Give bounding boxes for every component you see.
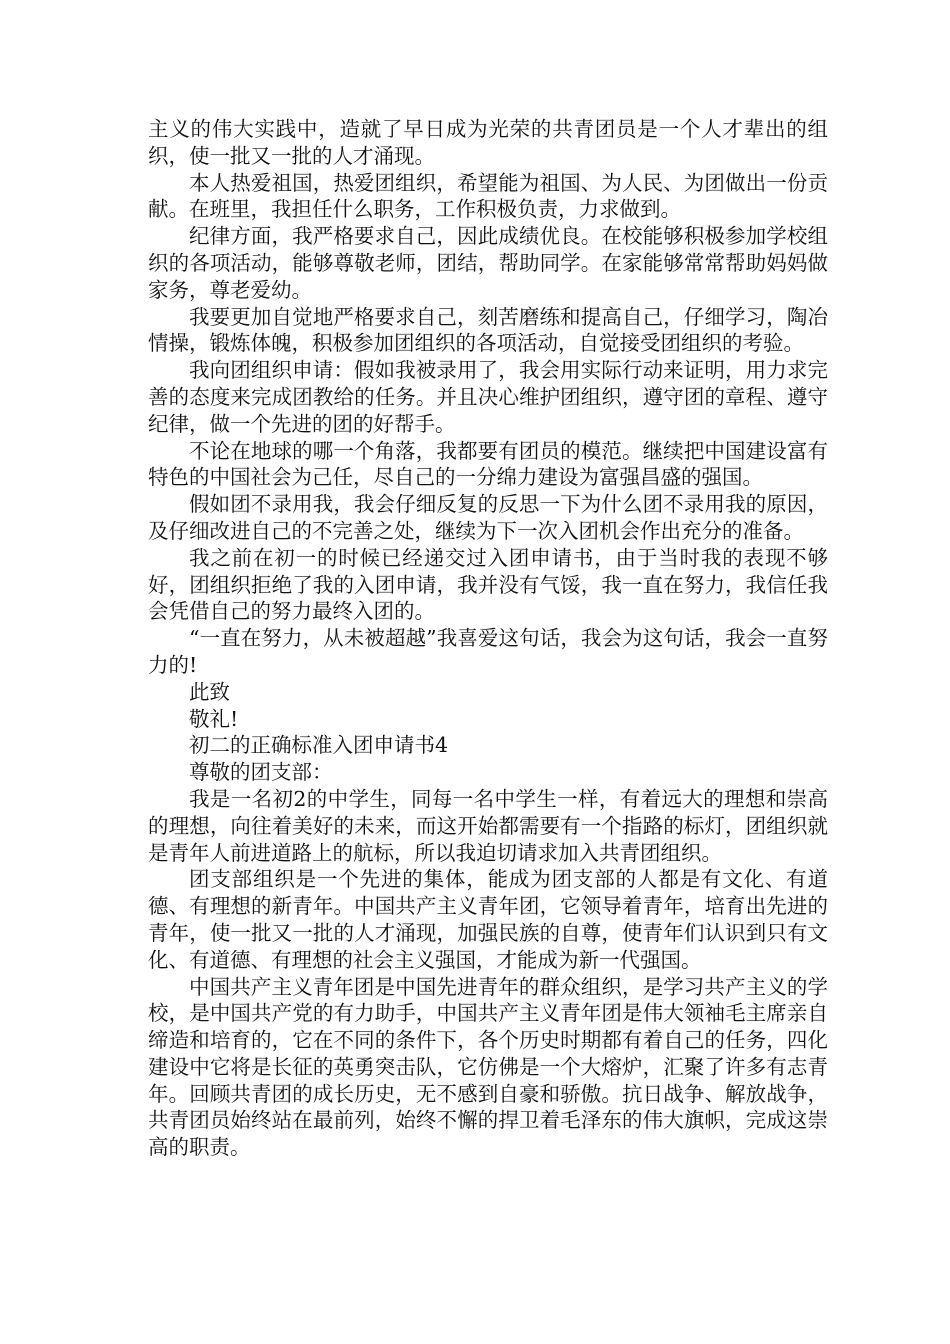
paragraph-self-discipline: 我要更加自觉地严格要求自己，刻苦磨练和提高自己，仔细学习，陶冶情操，锻炼体魄，积极参加团组织的各项活动，自觉接受团组织的考验。 [148,304,828,356]
paragraph-previous-application: 我之前在初一的时候已经递交过入团申请书，由于当时我的表现不够好，团组织拒绝了我的入团申请，我并没有气馁，我一直在努力，我信任我会凭借自己的努力最终入团的。 [148,545,828,624]
paragraph-model: 不论在地球的哪一个角落，我都要有团员的模范。继续把中国建设富有特色的中国社会为己任，尽自己的一分绵力建设为富强昌盛的强国。 [148,438,828,490]
paragraph-reflection: 假如团不录用我，我会仔细反复的反思一下为什么团不录用我的原因，及仔细改进自己的不完善之处，继续为下一次入团机会作出充分的准备。 [148,492,828,543]
document-page [148,116,828,1161]
closing-salute: 此致 [189,679,230,704]
paragraph-application: 我向团组织申请：假如我被录用了，我会用实际行动来证明，用力求完善的态度来完成团教给的任务。并且决心维护团组织，遵守团的章程、遵守纪律，做一个先进的团的好帮手。 [148,358,828,436]
paragraph-patriotism: 本人热爱祖国，热爱团组织，希望能为祖国、为人民、为团做出一份贡献。在班里，我担任什么职务，工作积极负责，力求做到。 [148,170,828,222]
section-title: 初二的正确标准入团申请书4 [189,733,449,758]
section-paragraph-history: 中国共产主义青年团是中国先进青年的群众组织，是学习共产主义的学校，是中国共产党的有力助手，中国共产主义青年团是伟大领袖毛主席亲自缔造和培育的，它在不同的条件下，各个历史时期都有着自己的任务，四化建设中它将是长征的英勇突击队，它仿佛是一个大熔炉，汇聚了许多有志青年。回顾共青团的成长历史，无不感到自豪和骄傲。抗日战争、解放战争，共青团员始终站在最前列，始终不懈的捍卫着毛泽东的伟大旗帜，完成这崇高的职责。 [148,974,828,1160]
lead-paragraph: 主义的伟大实践中，造就了早日成为光荣的共青团员是一个人才辈出的组织，使一批又一批的人才涌现。 [148,117,828,168]
salutation: 尊敬的团支部： [189,760,333,785]
paragraph-discipline: 纪律方面，我严格要求自己，因此成绩优良。在校能够积极参加学校组织的各项活动，能够尊敬老师，团结，帮助同学。在家能够常常帮助妈妈做家务，尊老爱幼。 [148,224,828,302]
closing-regards: 敬礼! [189,706,239,731]
section-paragraph-league: 团支部组织是一个先进的集体，能成为团支部的人都是有文化、有道德、有理想的新青年。中国共产主义青年团，它领导着青年，培育出先进的青年，使一批又一批的人才涌现，加强民族的自尊，使青年们认识到只有文化、有道德、有理想的社会主义强国，才能成为新一代强国。 [148,867,828,972]
paragraph-motto: “一直在努力，从未被超越”我喜爱这句话，我会为这句话，我会一直努力的! [148,626,828,677]
section-paragraph-intro: 我是一名初2的中学生，同每一名中学生一样，有着远大的理想和崇高的理想，向往着美好的未来，而这开始都需要有一个指路的标灯，团组织就是青年人前进道路上的航标，所以我迫切请求加入共青团组织。 [148,786,828,865]
